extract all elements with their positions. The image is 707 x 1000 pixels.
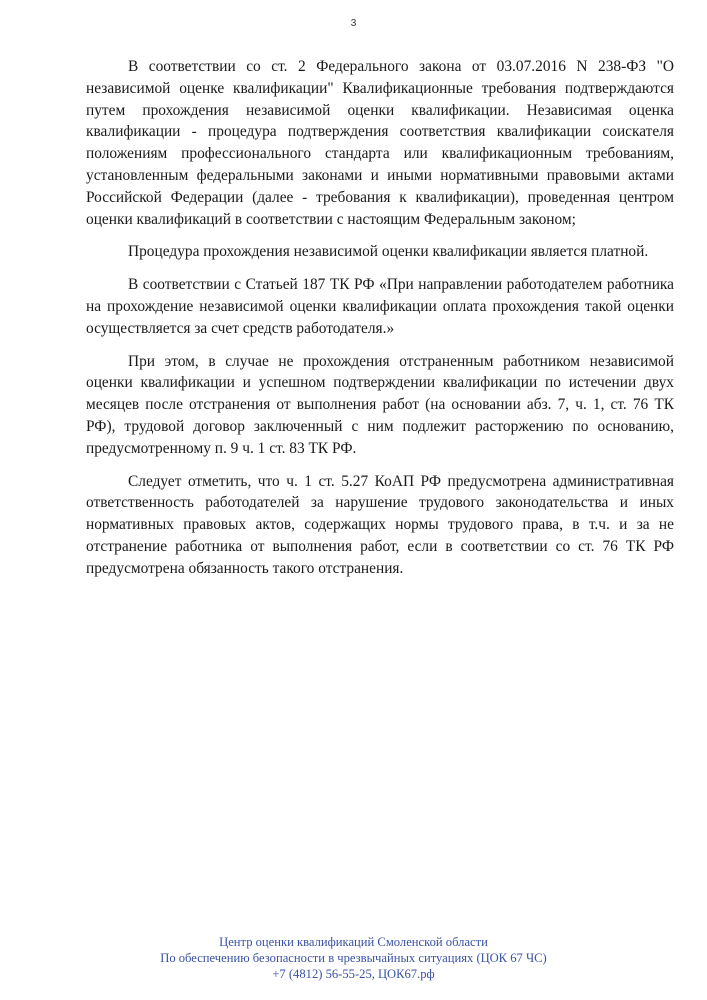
footer-department: По обеспечению безопасности в чрезвычайных ситуациях (ЦОК 67 ЧС) (160, 951, 547, 965)
paragraph-employer-payment: В соответствии с Статьей 187 ТК РФ «При направлении работодателем работника на прохождение независимой оценки квалификации оплата прохождения такой оценки осуществляется за счет средств работодателя.» (86, 276, 674, 337)
page-footer (0, 934, 707, 982)
footer-contacts: +7 (4812) 56-55-25, ЦОК67.рф (272, 967, 435, 981)
document-body (86, 56, 674, 591)
paragraph-qualification-requirements: В соответствии со ст. 2 Федерального закона от 03.07.2016 N 238-ФЗ "О независимой оценке квалификации" Квалификационные требования подтверждаются путем прохождения независимой оценки квалификации. Независимая оценка квалификации - процедура подтверждения соответствия квалификации соискателя положениям профессионального стандарта или квалификационным требованиям, установленным федеральными законами и иными нормативными правовыми актами Российской Федерации (далее - требования к квалификации), проведенная центром оценки квалификаций в соответствии с настоящим Федеральным законом; (86, 58, 674, 228)
paragraph-contract-termination: При этом, в случае не прохождения отстраненным работником независимой оценки квалификации и успешном подтверждении квалификации по истечении двух месяцев после отстранения от выполнения работ (на основании абз. 7, ч. 1, ст. 76 ТК РФ), трудовой договор заключенный с ним подлежит расторжению по основанию, предусмотренному п. 9 ч. 1 ст. 83 ТК РФ. (86, 352, 674, 457)
footer-organization: Центр оценки квалификаций Смоленской области (219, 935, 488, 949)
paragraph-paid-procedure: Процедура прохождения независимой оценки квалификации является платной. (128, 243, 649, 261)
paragraph-administrative-liability: Следует отметить, что ч. 1 ст. 5.27 КоАП РФ предусмотрена административная ответственность работодателей за нарушение трудового законодательства и иных нормативных правовых актов, содержащих нормы трудового права, в т.ч. и за не отстранение работника от выполнения работ, если в соответствии со ст. 76 ТК РФ предусмотрена обязанность такого отстранения. (86, 472, 674, 577)
page-number: 3 (350, 18, 357, 29)
